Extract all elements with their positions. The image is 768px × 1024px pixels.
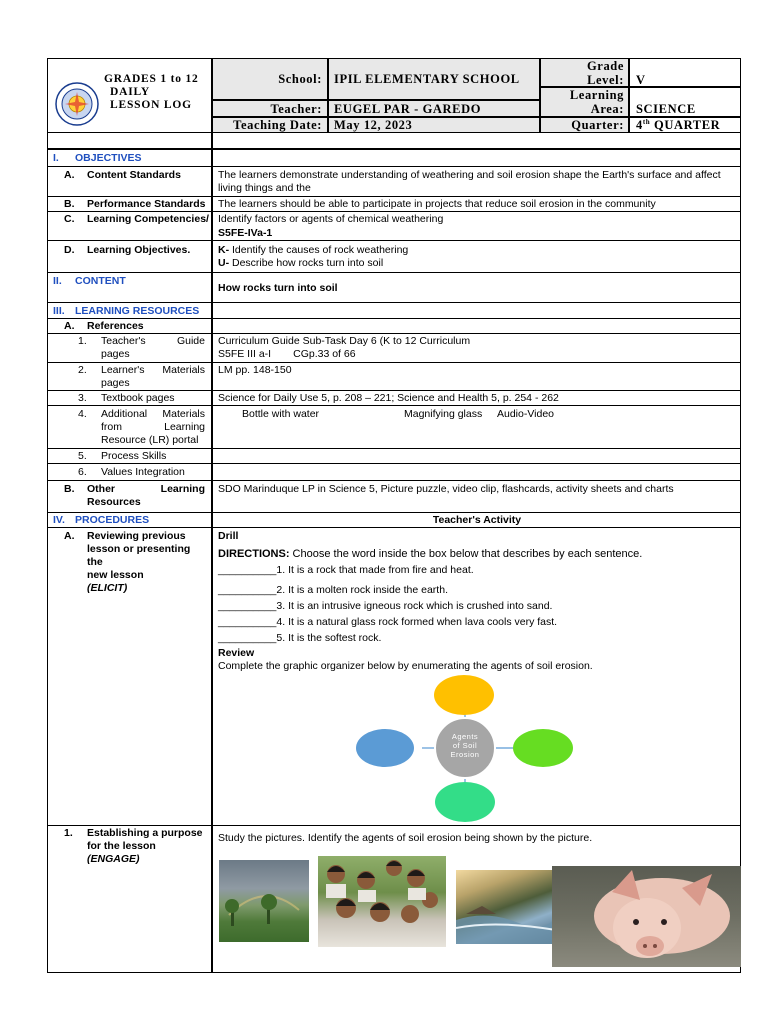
header-daily: DAILY	[110, 86, 151, 98]
content-standards-text: The learners demonstrate understanding of weathering and soil erosion shape the Earth's surface and affect living things and the	[218, 169, 721, 194]
ref4-label: Additional Materials from Learning Resource (LR) portal	[101, 408, 205, 446]
grade-value: V	[636, 73, 646, 87]
learning-objectives-label: Learning Objectives.	[87, 244, 191, 256]
drill-item-2: __________2. It is a molten rock inside the earth.	[218, 584, 448, 596]
drill-item-1: __________1. It is a rock that made from fire and heat.	[218, 564, 474, 576]
engage-num: 1.	[64, 827, 73, 839]
ref3-label: Textbook pages	[101, 392, 175, 404]
ref4-item-magnifier: Magnifying glass	[404, 408, 483, 420]
ref4-item-audio: Audio-Video	[497, 408, 555, 420]
header-grades: GRADES 1 to 12	[104, 73, 199, 85]
objective-k: K- Identify the causes of rock weathering	[218, 244, 409, 256]
other-resources-num: B.	[64, 483, 75, 495]
ref4-num: 4.	[78, 408, 87, 420]
ref1-label: Teacher's Guide pages	[101, 335, 205, 360]
ref6-num: 6.	[78, 466, 87, 478]
area-label: Learning Area:	[569, 88, 624, 116]
ref4-item-bottle: Bottle with water	[242, 408, 320, 420]
quarter-label: Quarter:	[571, 118, 624, 132]
competencies-code: S5FE-IVa-1	[218, 227, 273, 239]
organizer-right-bubble	[513, 729, 573, 767]
engage-text: Study the pictures. Identify the agents of soil erosion being shown by the picture.	[218, 832, 593, 844]
other-resources-text: SDO Marinduque LP in Science 5, Picture puzzle, video clip, flashcards, activity sheets and charts	[218, 483, 674, 495]
drill-item-4: __________4. It is a natural glass rock formed when lava cools very fast.	[218, 616, 558, 628]
content-num: II.	[53, 275, 62, 287]
pig-photo	[552, 866, 741, 967]
organizer-bottom-bubble	[435, 782, 495, 822]
header-title	[104, 73, 210, 112]
ref5-label: Process Skills	[101, 450, 167, 462]
organizer-left-bubble	[356, 729, 414, 767]
elicit-label: Reviewing previous lesson or presenting the new lesson (ELICIT)	[87, 530, 191, 594]
engage-label: Establishing a purpose for the lesson (ENGAGE)	[87, 827, 203, 865]
learning-objectives-num: D.	[64, 244, 75, 256]
ref2-text: LM pp. 148-150	[218, 364, 292, 376]
grade-value-cell	[629, 58, 741, 87]
graphic-organizer	[350, 672, 580, 824]
objectives-heading: OBJECTIVES	[75, 152, 142, 164]
children-photo	[318, 856, 446, 947]
landscape-rain-photo	[219, 860, 309, 942]
header-lesson-log: LESSON LOG	[110, 99, 192, 111]
date-value: May 12, 2023	[334, 118, 413, 132]
references-num: A.	[64, 320, 75, 332]
review-heading: Review	[218, 647, 255, 659]
drill-item-5: __________5. It is the softest rock.	[218, 632, 382, 644]
grade-label: Grade Level:	[586, 59, 624, 87]
content-text: How rocks turn into soil	[218, 282, 338, 294]
content-standards-label: Content Standards	[87, 169, 181, 181]
organizer-top-bubble	[434, 675, 494, 715]
date-label: Teaching Date:	[233, 118, 322, 132]
procedures-num: IV.	[53, 514, 65, 526]
performance-standards-label: Performance Standards	[87, 198, 206, 210]
organizer-center-label: Agents of Soil Erosion	[450, 732, 480, 759]
water-stream-photo	[456, 870, 556, 944]
drill-directions: DIRECTIONS: Choose the word inside the box below that describes by each sentence.	[218, 548, 643, 560]
procedures-heading: PROCEDURES	[75, 514, 150, 526]
school-label: School:	[278, 72, 322, 86]
content-heading: CONTENT	[75, 275, 126, 287]
teacher-label: Teacher:	[270, 102, 322, 116]
competencies-num: C.	[64, 213, 75, 225]
teachers-activity-title: Teacher's Activity	[432, 514, 522, 526]
ref3-num: 3.	[78, 392, 87, 404]
objectives-num: I.	[53, 152, 59, 164]
performance-standards-num: B.	[64, 198, 75, 210]
ref2-label: Learner's Materials pages	[101, 364, 205, 389]
competencies-text: Identify factors or agents of chemical weathering	[218, 213, 444, 225]
deped-seal-icon	[55, 82, 99, 126]
elicit-num: A.	[64, 530, 75, 542]
other-resources-label: Other Learning Resources	[87, 483, 205, 508]
competencies-label: Learning Competencies/	[87, 213, 209, 225]
ref1-text: Curriculum Guide Sub-Task Day 6 (K to 12 Curriculum S5FE III a-I CGp.33 of 66	[218, 335, 471, 360]
table-top-rule	[47, 148, 741, 150]
drill-heading: Drill	[218, 530, 239, 542]
area-value: SCIENCE	[636, 102, 696, 116]
drill-item-3: __________3. It is an intrusive igneous rock which is crushed into sand.	[218, 600, 553, 612]
ref6-label: Values Integration	[101, 466, 185, 478]
table-divider	[211, 133, 213, 973]
ref3-text: Science for Daily Use 5, p. 208 – 221; Science and Health 5, p. 254 - 262	[218, 392, 559, 404]
ref2-num: 2.	[78, 364, 87, 376]
objective-u: U- Describe how rocks turn into soil	[218, 257, 384, 269]
resources-num: III.	[53, 305, 65, 317]
review-text: Complete the graphic organizer below by enumerating the agents of soil erosion.	[218, 660, 593, 672]
performance-standards-text: The learners should be able to participate in projects that reduce soil erosion in the community	[218, 198, 656, 210]
quarter-value: 4th QUARTER	[636, 118, 721, 133]
references-label: References	[87, 320, 144, 332]
school-value: IPIL ELEMENTARY SCHOOL	[334, 72, 520, 86]
content-standards-num: A.	[64, 169, 75, 181]
teacher-value: EUGEL PAR - GAREDO	[334, 102, 482, 116]
resources-heading: LEARNING RESOURCES	[75, 305, 200, 317]
ref5-num: 5.	[78, 450, 87, 462]
ref1-num: 1.	[78, 335, 87, 347]
